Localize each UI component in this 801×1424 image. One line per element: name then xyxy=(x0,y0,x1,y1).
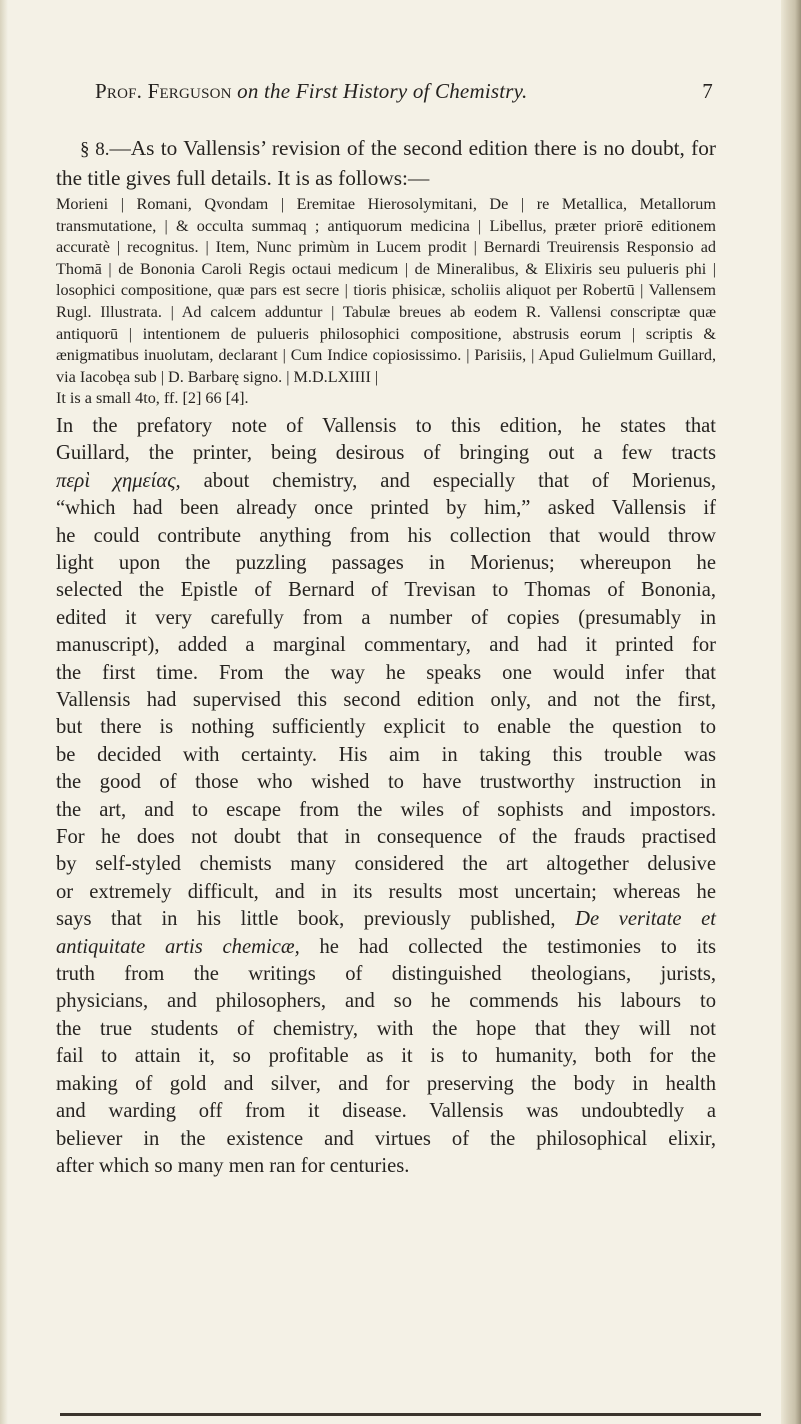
paragraph-line: physicians, and philosophers, and so he commends his labours to xyxy=(56,990,716,1013)
page-body xyxy=(56,134,716,1180)
paragraph-line: or extremely difficult, and in its results most uncertain; whereas he xyxy=(56,880,716,903)
paragraph-line: by self-styled chemists many considered the art altogether delusive xyxy=(56,853,716,876)
paragraph-line: the good of those who wished to have trustworthy instruction in xyxy=(56,771,716,794)
paragraph-line: For he does not doubt that in consequence of the frauds practised xyxy=(56,826,716,849)
running-head-author: Ferguson xyxy=(147,79,232,103)
page-number: 7 xyxy=(702,79,713,103)
main-paragraph xyxy=(56,413,716,1180)
paragraph-line: making of gold and silver, and for preserving the body in health xyxy=(56,1072,716,1095)
paragraph-line: Guillard, the printer, being desirous of bringing out a few tracts xyxy=(56,442,716,465)
paragraph-line: Vallensis had supervised this second edition only, and not the first, xyxy=(56,689,716,711)
book-title: De veritate et xyxy=(575,908,716,931)
book-title: antiquitate artis chemicæ, xyxy=(56,935,300,958)
paragraph-line: the art, and to escape from the wiles of sophists and impostors. xyxy=(56,798,716,821)
paragraph-line: the true students of chemistry, with the hope that they will not xyxy=(56,1017,716,1040)
section-intro xyxy=(56,134,716,192)
page-edge xyxy=(781,0,801,1424)
page-binding-shadow xyxy=(0,0,8,1424)
paragraph-line: In the prefatory note of Vallensis to this edition, he states that xyxy=(56,414,716,437)
greek-phrase: περὶ χημείας, xyxy=(56,469,181,492)
collation-note: It is a small 4to, ff. [2] 66 [4]. xyxy=(56,389,249,408)
paragraph-line: truth from the writings of distinguished theologians, jurists, xyxy=(56,963,716,986)
paragraph-line: but there is nothing sufficiently explicit to enable the question to xyxy=(56,716,716,739)
paragraph-line: light upon the puzzling passages in Morienus; whereupon he xyxy=(56,551,716,574)
running-head-prefix: Prof. xyxy=(95,79,143,103)
title-transcription xyxy=(56,194,716,410)
paragraph-line: fail to attain it, so profitable as it is to humanity, both for the xyxy=(56,1045,716,1068)
running-head-title: on the First History of Chemistry. xyxy=(237,79,528,103)
paragraph-line: περὶ χημείας, about chemistry, and especially that of Morienus, xyxy=(56,469,716,492)
paragraph-line: “which had been already once printed by him,” asked Vallensis if xyxy=(56,497,716,520)
paragraph-line: be decided with certainty. His aim in taking this trouble was xyxy=(56,743,716,766)
paragraph-line: selected the Epistle of Bernard of Trevisan to Thomas of Bononia, xyxy=(56,579,716,602)
title-transcription-text: Morieni | Romani, Qvondam | Eremitae Hierosolymitani, De | re Metallica, Metallorum transmutatione, | & occulta summaq ; antiquorum medicina | Libellus, præter priorē editionem accuratè | recognitus. | Item, Nunc primùm in Lucem prodit | Bernardi Treuirensis Responsio ad Thomā | de Bononia Caroli Regis octaui medicum | de Mineralibus, & Elixiris seu pulueris phi | losophici compositione, quæ pars est secre | tioris phisicæ, scholiis aliquot per Robertū | Vallensem Rugl. Illustrata. | Ad calcem adduntur | Tabulæ breues ab eodem R. Vallensi conscriptæ quæ antiquorū | intentionem de pulueris philosophici compositione, abstrusis eorum | scriptis & ænigmatibus inuolutam, declarant | Cum Indice copiosissimo. | Parisiis, | Apud Gulielmum Guillard, via Iacobęa sub | D. Barbarę signo. | M.D.LXIIII | xyxy=(56,195,716,386)
paragraph-line: and warding off from it disease. Vallensis was undoubtedly a xyxy=(56,1100,716,1123)
section-mark: § 8. xyxy=(80,139,110,160)
paragraph-line: he could contribute anything from his collection that would throw xyxy=(56,524,716,547)
paragraph-line: manuscript), added a marginal commentary, and had it printed for xyxy=(56,634,716,657)
paragraph-line: believer in the existence and virtues of the philosophical elixir, xyxy=(56,1127,716,1150)
running-head xyxy=(95,79,713,104)
paragraph-line: the first time. From the way he speaks one would infer that xyxy=(56,661,716,684)
paragraph-line: edited it very carefully from a number of copies (presumably in xyxy=(56,606,716,629)
paragraph-line: after which so many men ran for centuries. xyxy=(56,1154,410,1177)
paragraph-line: antiquitate artis chemicæ, he had collected the testimonies to its xyxy=(56,935,717,958)
bottom-rule xyxy=(60,1413,761,1416)
paragraph-line: says that in his little book, previously published, De veritate et xyxy=(56,908,716,931)
section-intro-text: —As to Vallensis’ revision of the second edition there is no doubt, for the title gives full details. It is as follows:— xyxy=(56,136,717,190)
